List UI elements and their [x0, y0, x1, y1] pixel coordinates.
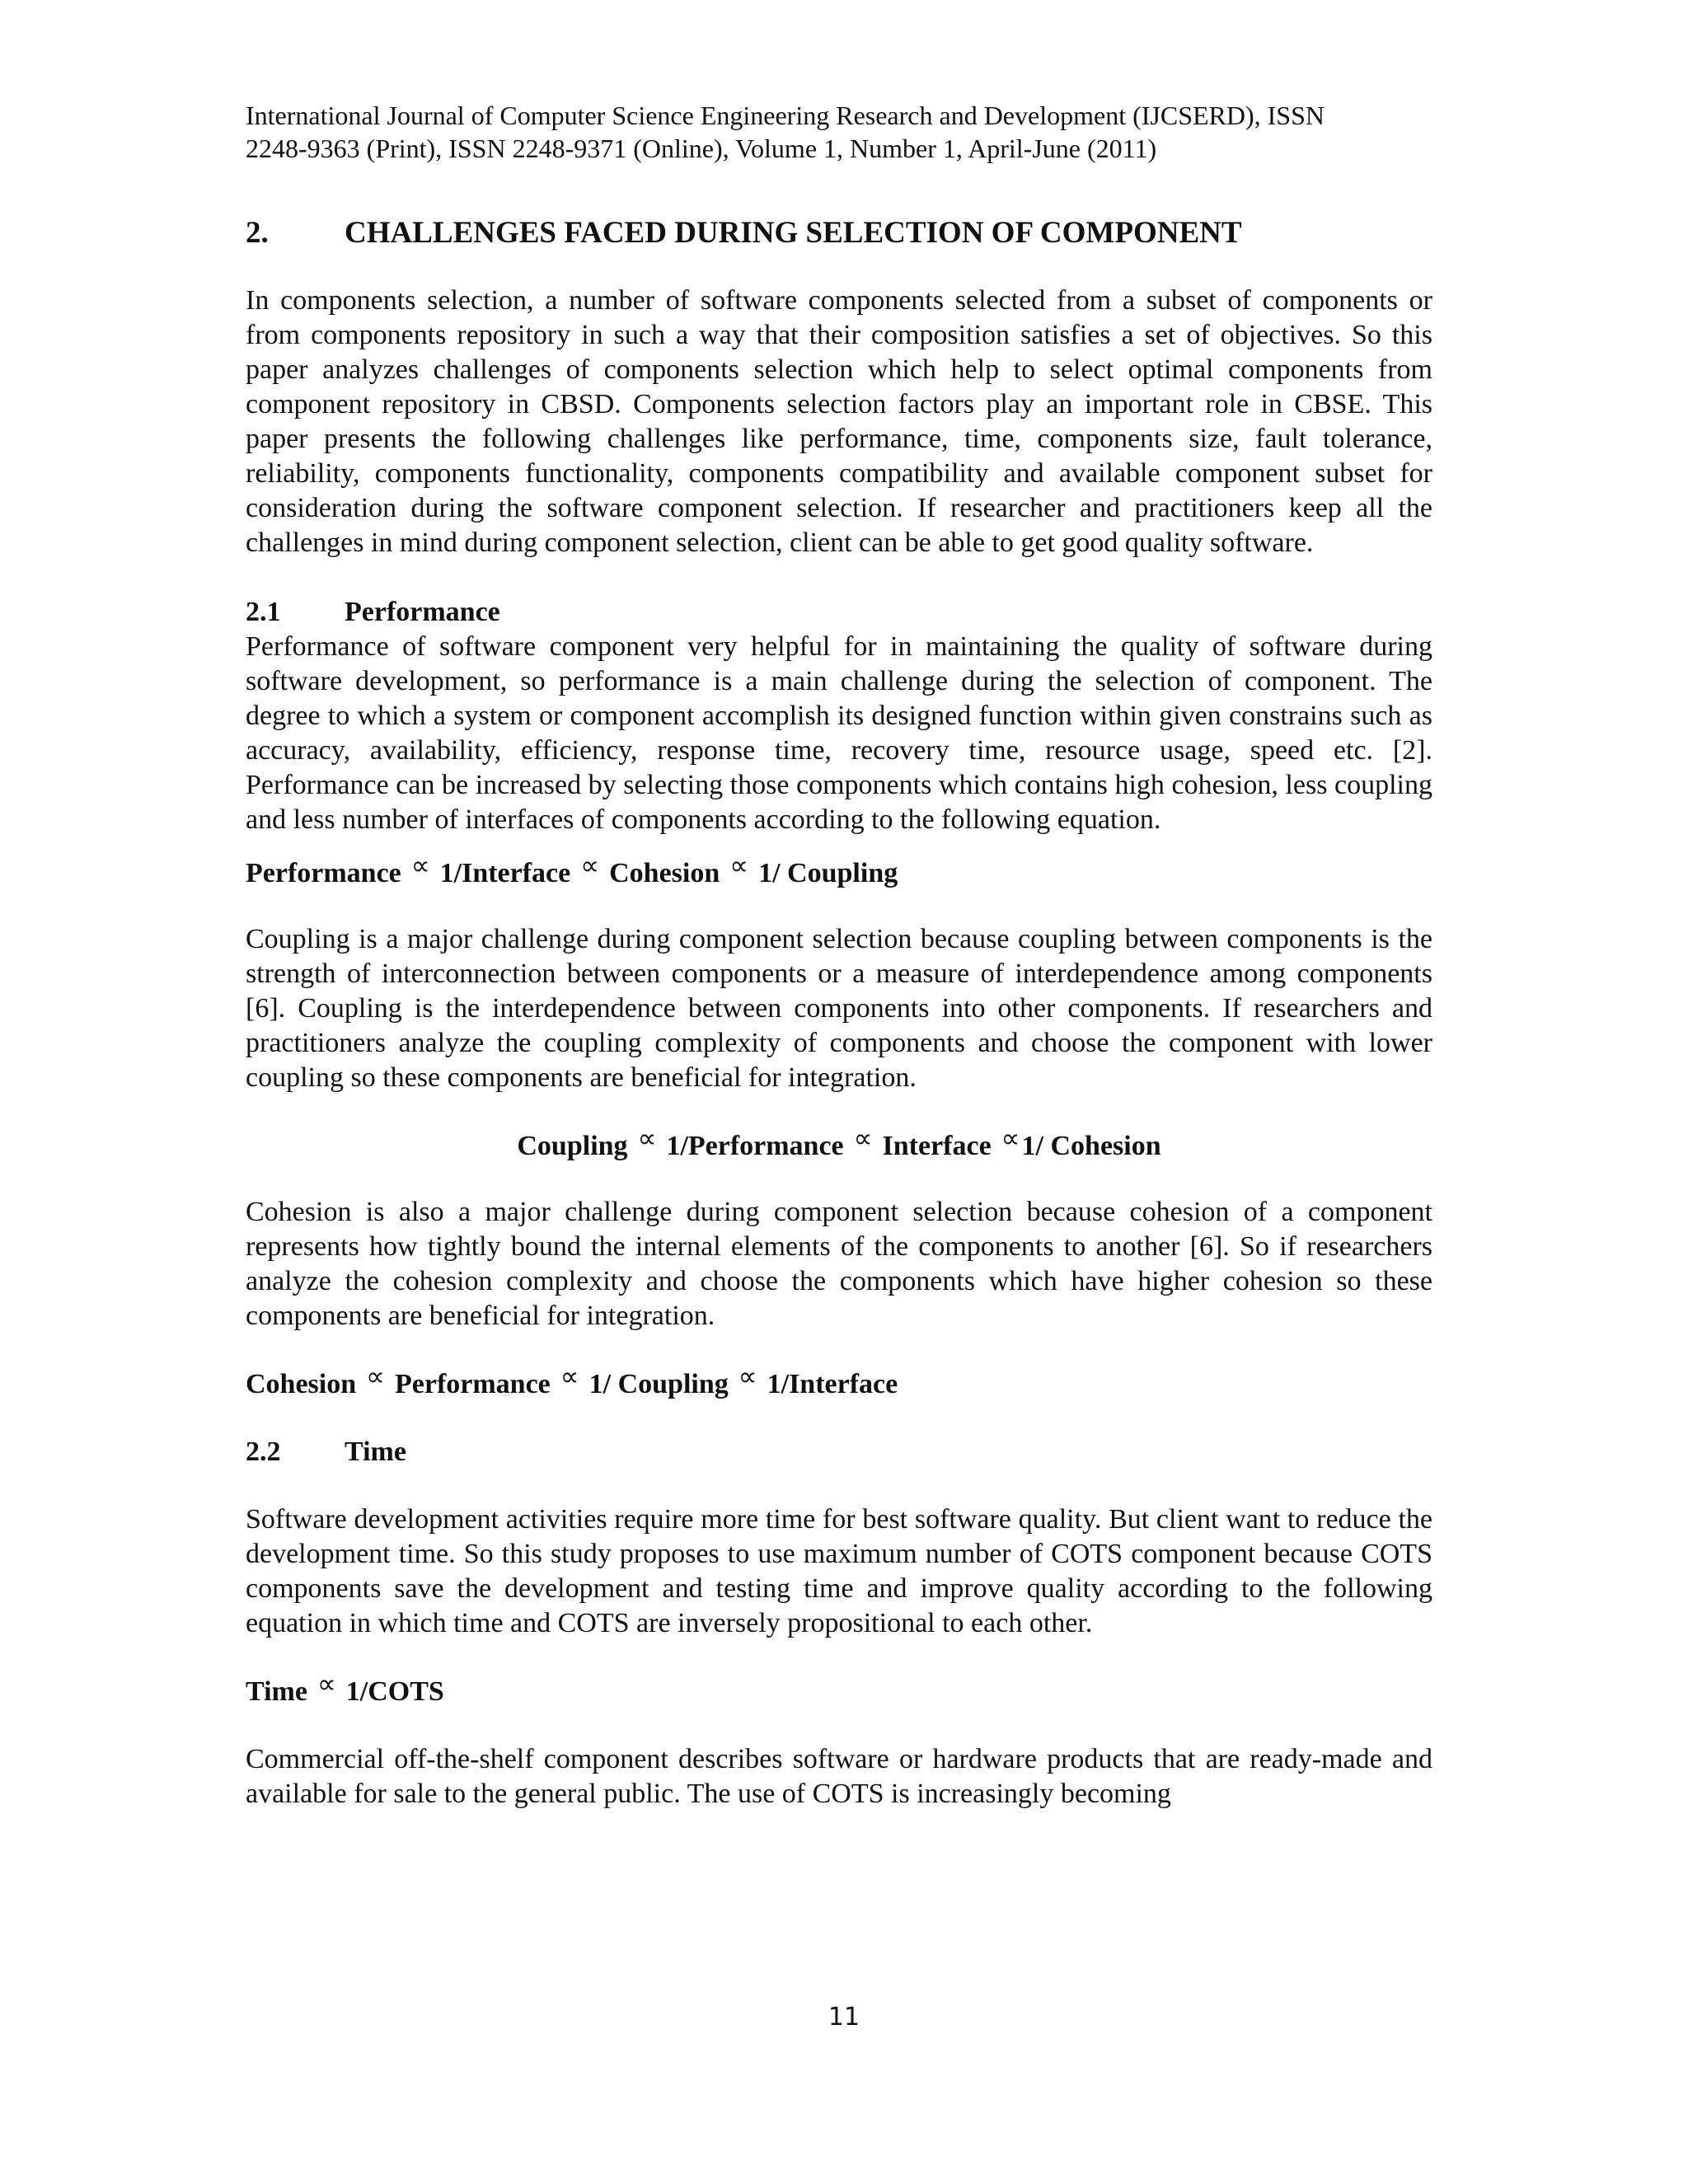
paper-page: [246, 99, 1432, 1811]
journal-header-line-1: International Journal of Computer Science Engineering Research and Development (IJCSERD), ISSN: [246, 101, 1325, 130]
eq-term: 1/ Cohesion: [1021, 1131, 1161, 1161]
time-paragraph: Software development activities require more time for best software quality. But client want to reduce the development time. So this study proposes to use maximum number of COTS component because COTS components save the development and testing time and improve quality according to the following equation in which time and COTS are inversely propositional to each other.: [246, 1504, 1432, 1638]
proportional-symbol: ∝: [580, 850, 600, 881]
performance-paragraph: Performance of software component very helpful for in maintaining the quality of software during software development, so performance is a main challenge during the selection of component. The degree to which a system or component accomplish its designed function within given constrains such as accuracy, availability, efficiency, response time, recovery time, resource usage, speed etc. [2]. Performance can be increased by selecting those components which contains high cohesion, less coupling and less number of interfaces of components according to the following equation.: [246, 631, 1432, 835]
cohesion-paragraph: Cohesion is also a major challenge during component selection because cohesion of a component represents how tightly bound the internal elements of the components to another [6]. So if researchers analyze the cohesion complexity and choose the components which have higher cohesion so these components are beneficial for integration.: [246, 1197, 1432, 1331]
subsection-title: Performance: [345, 597, 500, 627]
section-2-1-heading: [246, 595, 1432, 630]
proportional-symbol: ∝: [637, 1122, 657, 1154]
eq-term: Performance: [395, 1369, 551, 1399]
coupling-paragraph: Coupling is a major challenge during component selection because coupling between components is the strength of interconnection between components or a measure of interdependence among components [6]. Coupling is the interdependence between components into other components. If researchers and practitioners analyze the coupling complexity of components and choose the component with lower coupling so these components are beneficial for integration.: [246, 924, 1432, 1093]
journal-header-line-2: 2248-9363 (Print), ISSN 2248-9371 (Online), Volume 1, Number 1, April-June (2011): [246, 134, 1157, 163]
section-number: 2.: [246, 216, 269, 250]
subsection-title: Time: [345, 1436, 406, 1467]
subsection-number: 2.2: [246, 1436, 281, 1467]
eq-term: 1/Interface: [767, 1369, 898, 1399]
eq-term: 1/Performance: [666, 1131, 844, 1161]
eq-term: Interface: [882, 1131, 992, 1161]
proportional-symbol: ∝: [738, 1361, 757, 1392]
proportional-symbol: ∝: [1001, 1122, 1020, 1154]
page-number: 11: [828, 2003, 860, 2032]
eq-term: 1/COTS: [345, 1676, 444, 1707]
equation-time: [246, 1668, 1432, 1709]
proportional-symbol: ∝: [410, 850, 430, 881]
eq-term: 1/ Coupling: [758, 858, 898, 888]
proportional-symbol: ∝: [366, 1361, 385, 1392]
section-2-2-heading: [246, 1435, 1432, 1469]
eq-term: Performance: [246, 858, 401, 888]
equation-cohesion: [246, 1361, 1432, 1402]
eq-term: Cohesion: [246, 1369, 357, 1399]
eq-term: Time: [246, 1676, 307, 1707]
proportional-symbol: ∝: [729, 850, 749, 881]
eq-term: 1/ Coupling: [588, 1369, 729, 1399]
eq-term: Cohesion: [609, 858, 720, 888]
eq-term: Coupling: [517, 1131, 628, 1161]
equation-coupling: [246, 1122, 1432, 1164]
section-2-intro: In components selection, a number of software components selected from a subset of components or from components repository in such a way that their composition satisfies a set of objectives. So this paper analyzes challenges of components selection which help to select optimal components from component repository in CBSD. Components selection factors play an important role in CBSE. This paper presents the following challenges like performance, time, components size, fault tolerance, reliability, components functionality, components compatibility and available component subset for consideration during the software component selection. If researcher and practitioners keep all the challenges in mind during component selection, client can be able to get good quality software.: [246, 285, 1432, 558]
proportional-symbol: ∝: [560, 1361, 579, 1392]
eq-term: 1/Interface: [439, 858, 571, 888]
proportional-symbol: ∝: [316, 1668, 336, 1699]
cots-paragraph: Commercial off-the-shelf component describes software or hardware products that are ready-made and available for sale to the general public. The use of COTS is increasingly becoming: [246, 1744, 1432, 1809]
section-2-heading: [246, 214, 1432, 252]
equation-performance: [246, 850, 1432, 891]
proportional-symbol: ∝: [853, 1122, 873, 1154]
subsection-number: 2.1: [246, 597, 281, 627]
section-title: CHALLENGES FACED DURING SELECTION OF COMPONENT: [345, 216, 1242, 250]
